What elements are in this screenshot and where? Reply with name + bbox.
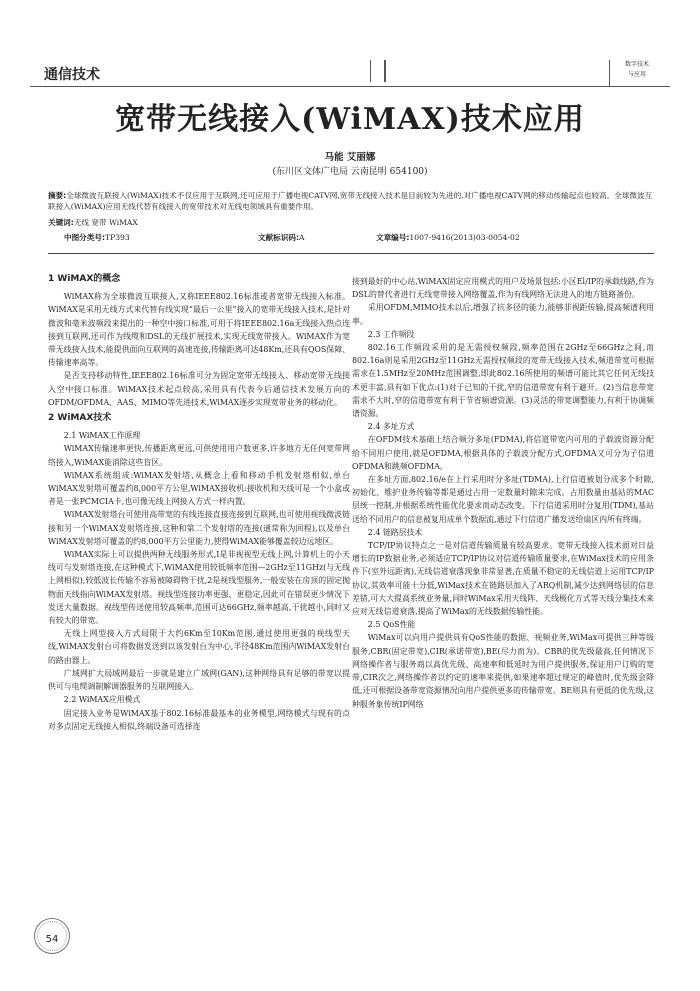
- paragraph: WiMAX称为全球微波互联接入,又称IEEE802.16标准或者宽带无线接入标准。WiMAX是采用无线方式来代替有线实现“最后一公里”接入的宽带无线接入技术,是针对微波和毫米波频段来提出的一种空中接口标准,可用于将IEEE802.16a无线接入热点连接到互联网,还可作为线缆和DSL的无线扩展技术,实现无线宽带接入。WiMAX作为宽带无线接入技术,能提供面向互联网的高速连接,传输距离可达48Km,还具有QOS保障、传输速率高等。: [48, 292, 350, 368]
- article-id-label: 文章编号:: [376, 233, 410, 242]
- paragraph: WiMAX发射塔台可使用高带宽的有线连接直接连接到互联网,也可使用视线微波链接和另一个WiMAX发射塔连接,这种和第二个发射塔的连接(通常称为回程),以及单台WiMAX发射塔可覆盖的约8,000平方公里能力,使得WiMAX能够覆盖较边远地区。: [48, 510, 350, 546]
- paragraph: WiMAX传输速率更快,传播距离更远,可供使用用户数更多,许多地方无任何宽带网络接入,WiMAX能消除这些盲区。: [48, 444, 350, 467]
- journal-logo: [609, 60, 664, 86]
- doc-code-value: A: [299, 233, 305, 242]
- journal-logo-line2: 与应用: [627, 71, 646, 78]
- paragraph: 固定接入业务是WiMAX基于802.16标准最基本的业务模型,网络模式与现有的点对多点固定无线接入相似,终端设备可选择连: [48, 708, 350, 731]
- paragraph: WiMAX系统组成:WiMAX发射塔,从概念上看和移动手机发射塔相似,单台WiMAX发射塔可覆盖约8,000平方公里,WiMAX接收机:接收机和天线可是一个小盒或者是一张PCMCIA卡,也可像无线上网接入方式一样内置。: [48, 470, 350, 507]
- section-name: 通信技术: [44, 67, 100, 83]
- paragraph: 采用OFDM,MIMO技术以后,增强了抗多径的能力,能够非视距传输,提高频谱利用率。: [352, 303, 654, 326]
- subsection-heading: 2.5 QoS性能: [367, 620, 416, 630]
- doc-code: [258, 232, 305, 243]
- abstract-text: 全球微波互联接入(WiMAX)技术不仅应用于互联网,还可应用于广播电视CATV网,宽带无线接入技术是目前较为先进的,对广播电视CATV网的移动传输起点也较高。全球微波互联接入(WiMAX)应用无线代替有线接入的宽带技术对无线电领域具有重要作用。: [48, 191, 653, 211]
- paragraph: 接到最好的中心站,WiMAX固定应用模式的用户及场景包括:小区El/IP的承载线路,作为DSL的替代者进行无线宽带接入网络覆盖,作为有线网络无法进入的地方链路备份。: [352, 277, 654, 300]
- paragraph: 802.16工作频段采用的是无需授权频段,频率范围在2GHz至66GHz之间,而802.16a则是采用2GHz至11GHz无需授权频段的宽带无线接入技术,频道带宽可根据需求在1.5MHz至20MHz范围调整,即此802.16所使用的频谱可能比其它任何无线技术更丰富,具有如下优点:(1)对于已知的干扰,窄的信道带宽有利于避开。(2)当信息带宽需求不大时,窄的信道带宽有利于节省频谱资源。(3)灵活的带宽调整能力,有利于协调频谱资源。: [352, 343, 654, 419]
- abstract-label: 摘要:: [48, 191, 67, 200]
- doc-code-label: 文献标识码:: [258, 233, 300, 242]
- keywords-text: 无线 宽带 WiMAX: [73, 218, 138, 227]
- header-rule: [48, 253, 654, 254]
- article-id-value: 1007-9416(2013)03-0054-02: [409, 233, 520, 242]
- section-heading: 1 WiMAX的概念: [48, 274, 121, 284]
- left-column: [48, 270, 350, 733]
- subsection-heading: 2.4 链路层技术: [367, 527, 423, 537]
- subsection-heading: 2.1 WiMAX工作原理: [63, 431, 141, 441]
- paragraph: 无线上网型接入方式局限于大约6Km至10Km范围,通过使用更强的视线型天线,WiMAX发射台可将数据发送到以该发射台为中心,半径48Km范围内WiMAX发射台的路由器上。: [48, 629, 350, 665]
- page-number: 54: [45, 934, 59, 945]
- paragraph: 是否支持移动特性,IEEE802.16标准可分为固定宽带无线接入、移动宽带无线接入空中接口标准。WiMAX技术起点较高,采用具有代表今后通信技术发展方向的OFDM/OFDMA、AAS、MIMO等先进技术,WiMAX逐步实现宽带业务的移动化。: [48, 371, 350, 407]
- paragraph: 在多址方面,802.16/e在上行采用时分多址(TDMA),上行信道被划分成多个时隙,初始化、维护业务传输等都是通过占用一定数量时隙来完成。占用数量由基站的MAC层统一控制,并根据系统性能优化要求而动态改变。下行信道采用时分复用(TDM),基站送给不同用户的信息被复用成单个数据流,通过下行信道广播发送给扇区内所有终端。: [352, 475, 654, 524]
- keywords: [48, 217, 138, 228]
- header-divider-2: [380, 60, 385, 82]
- subsection-heading: 2.3 工作频段: [367, 329, 415, 339]
- section-heading: 2 WiMAX技术: [48, 413, 112, 424]
- page-number-seal: [34, 918, 70, 954]
- keywords-label: 关键词:: [48, 218, 74, 227]
- paragraph: WiMax可以向用户提供具有QoS性能的数据、视频业务,WiMax可提供三种等级服务,CBR(固定带宽),CIR(承诺带宽),BE(尽力而为)。CBR的优先级最高,任何情况下网络操作者与服务商以高优先级、高速率和低延时为用户提供服务,保证用户订购的宽带,CIR次之,网络操作者以约定的速率来提供,如果速率超过规定的峰值时,优先级会降低,还可根据设备带宽资源情况向用户提供更多的传输带宽。BE则具有更低的优先级,这种服务象传统IP网络: [352, 633, 654, 709]
- right-column: [352, 275, 654, 711]
- journal-logo-line1: 数字技术: [624, 61, 649, 68]
- paragraph: 在OFDM技术基础上结合频分多址(FDMA),将信道带宽内可用的子载波资源分配给不同用户使用,就是OFDMA,根据具体的子载波分配方式,OFDMA又可分为子信道OFDMA和跳频OFDMA。: [352, 435, 654, 471]
- article-id: [376, 232, 520, 243]
- clc-label: 中图分类号:: [64, 233, 106, 242]
- subsection-heading: 2.4 多址方式: [367, 422, 415, 432]
- authors: 马能 艾丽娜: [324, 152, 376, 163]
- abstract: [48, 190, 654, 212]
- clc: [64, 232, 130, 243]
- paragraph: TCP/IP协议特点之一是对信道传输质量有较高要求。宽带无线接入技术面对日益增长的IP数据业务,必须适应TCP/IP协议对信道传输质量要求,在WiMax技术的应用条件下(室外远距离),无线信道衰落现象非常显著,在质量不稳定的无线信道上运用TCP/IP协议,其效率可能十分低,WiMax技术在链路层加入了ARQ机制,减少达到网络层的信息差错,可大大提高系统业务量,同时WiMax采用天线阵、天线极化方式等天线分集技术来应对无线信道衰落,提高了WiMax的无线数据传输性能。: [352, 541, 654, 617]
- paper-title: 宽带无线接入(WiMAX)技术应用: [115, 102, 585, 137]
- paragraph: WiMAX实际上可以提供两种无线服务形式,I是非视视型无线上网,计算机上的小天线可与发射塔连接,在这种模式下,WiMAX使用较低频率范围—2GHz至11GHz(与无线上网相似),较低波长传输不容易被障碍物干扰,2是视线型服务,一般安装在房顶的固定抛物面天线指向WiMAX发射塔。视线型连接功率更强、更稳定,因此可在错误更少情况下发送大量数据。视线型传送使用较高频率,范围可达66GHz,频率越高,干扰越小,同时又有较大的带宽。: [48, 550, 350, 626]
- affiliation: (东川区文体广电局 云南昆明 654100): [272, 167, 428, 177]
- running-header: [30, 56, 670, 87]
- subsection-heading: 2.2 WiMAX应用模式: [63, 695, 141, 705]
- clc-value: TP393: [105, 233, 130, 242]
- paragraph: 广域网扩大局域网最后一步就是建立广域网(GAN),这种网络具有足够的带宽以提供可与电缆调制解调器服务的互联网接入。: [48, 668, 350, 692]
